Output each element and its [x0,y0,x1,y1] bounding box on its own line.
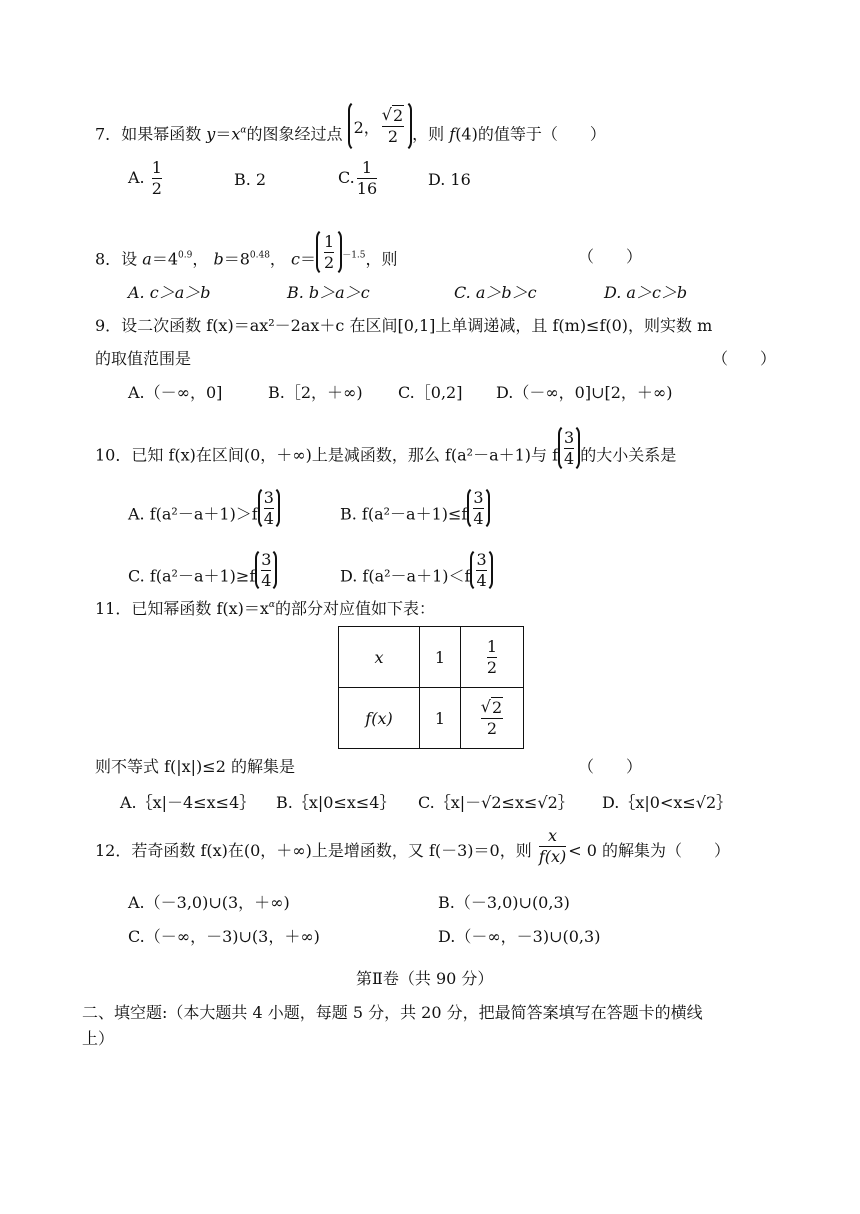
q11-text: 11．已知幂函数 f(x)＝x [95,599,269,618]
q9-option-c[interactable] [398,380,462,403]
q7-text: 如果幂函数 [121,124,202,144]
option-text: B.［2，＋∞) [268,383,363,402]
q10-fraction [558,424,580,472]
q7-text-mid: 的图象经过点 [246,124,343,144]
q7-stem [95,105,606,152]
q8-var-c: c [291,249,300,269]
option-text: C. a＞b＞c [454,283,537,302]
q8-b-base: ＝8 [223,249,250,269]
q8-option-a[interactable] [128,280,210,303]
q10-option-d[interactable] [340,549,493,592]
frac [261,550,271,591]
q7-point-y [382,105,404,147]
option-text: B.｛x|0≤x≤4｝ [276,793,396,812]
q7-point [348,100,413,152]
q8-number: 8．设 [95,249,138,269]
q7-point-x: 2， [353,117,380,137]
q11-inequality [95,754,295,777]
q7-text-post: ，则 [412,124,445,144]
fill-instructions-line2 [82,1026,114,1049]
q11-text: 则不等式 f(|x|)≤2 的解集是 [95,757,295,776]
option-label: C. [338,168,355,187]
option-text: D.（－∞，0]∪[2，＋∞) [496,383,673,402]
frac-den: 4 [261,570,272,590]
frac-den: 4 [473,508,484,528]
q7-point-den: 2 [387,127,399,146]
frac-num: 3 [263,487,274,507]
sqrt-icon: √ 2 [381,105,404,125]
table-cell [461,627,524,688]
frac-num: 3 [473,487,484,507]
instructions-text: 二、填空题:（本大题共 4 小题，每题 5 分，共 20 分，把最简答案填写在答题卡的横线 [82,1003,703,1022]
q12-option-b[interactable] [438,890,570,913]
q7-eq: ＝ [215,124,232,144]
q7-f-arg: (4) [455,124,478,144]
q12-option-a[interactable] [128,890,290,913]
q7-var-y: y [206,124,216,144]
q8-option-c[interactable] [454,280,537,303]
q8-b-exp: 0.48 [249,250,270,261]
q8-stem: 8．设 $a=4^{0.9}$， $b=8^{0.48}$， c＝ $\frac{1}{2}$ $^{-1.5}$，则 [95,244,398,276]
table-cell [461,688,524,749]
q12-fraction [539,826,566,867]
frac [476,550,486,591]
option-fraction [255,548,277,592]
option-text: A.（－3,0)∪(3，＋∞) [128,893,290,912]
q7-var-x: x [231,124,241,144]
q8-answer-paren[interactable] [578,244,642,267]
frac-den: 2 [324,252,335,272]
frac-num: 3 [476,549,487,569]
q7-option-d[interactable] [428,170,471,189]
option-text: C.［0,2] [398,383,463,402]
frac [264,488,274,529]
frac-den: 2 [151,179,162,198]
q11-option-b[interactable] [276,790,395,813]
q12-stem [95,826,731,867]
q7-option-b[interactable] [234,170,266,189]
q12-option-c[interactable] [128,924,320,947]
q12-text: 12．若奇函数 f(x)在(0，＋∞)上是增函数，又 f(－3)＝0，则 [95,841,532,860]
option-text: D.｛x|0<x≤√2｝ [602,793,733,812]
q10-frac [564,428,574,469]
instructions-text: 上） [82,1029,115,1048]
frac-den: 4 [564,448,575,468]
q8-text-tail: ，则 [365,249,398,269]
frac [473,488,483,529]
section-title [356,966,493,989]
fill-instructions-line1 [82,1000,703,1023]
q10-option-a[interactable] [128,487,280,530]
q11-stem [95,596,435,619]
frac-num: 3 [564,427,575,447]
option-label: B. 2 [234,170,267,189]
frac-num: 1 [361,158,373,177]
q9-answer-paren[interactable] [712,346,776,369]
table-cell: 1 [420,627,461,688]
q9-stem-line2 [95,346,191,369]
option-text: C. f(a²－a＋1)≥f [128,566,256,586]
q10-option-c[interactable] [128,549,277,592]
table-row [339,627,524,688]
option-text: D. f(a²－a＋1)＜f [340,566,471,586]
q11-option-c[interactable] [418,790,574,813]
table-row [339,688,524,749]
q11-option-a[interactable] [120,790,255,813]
option-text: A.｛x|－4≤x≤4｝ [120,793,256,812]
option-text: A.（－∞，0] [128,383,223,402]
table-cell: 1 [420,688,461,749]
frac-den: 16 [356,179,378,198]
option-text: C.｛x|－√2≤x≤√2｝ [418,793,574,812]
q9-text: 的取值范围是 [95,349,192,368]
q8-c-frac [324,232,334,273]
q10-text-b: 的大小关系是 [580,445,677,465]
answer-paren: （ ） [578,757,643,776]
q8-var-b: b [213,249,224,269]
frac [487,637,497,678]
option-fraction [470,548,492,592]
q11-value-table [338,626,524,749]
q9-option-b[interactable] [268,380,363,403]
option-text: D.（－∞，－3)∪(0,3) [438,927,601,946]
q9-text: 9．设二次函数 f(x)＝ax²－2ax＋c 在区间[0,1]上单调递减，且 f(m)≤f(0)，则实数 m [95,316,713,335]
frac-den: 2 [486,719,498,738]
q7-exponent: α [240,125,247,136]
frac-num: x [548,826,558,845]
table-header-fx: f(x) [339,688,420,749]
option-fraction [357,158,377,199]
q7-option-a[interactable] [128,158,164,199]
q10-option-b[interactable] [340,487,490,530]
q8-c-eq: ＝ [299,249,316,269]
q10-stem [95,427,677,472]
q8-var-a: a [142,249,152,269]
q8-option-d[interactable] [604,280,687,303]
option-text: B.（－3,0)∪(0,3) [438,893,570,912]
option-text: A. c＞a＞b [128,283,211,302]
q9-stem-line1 [95,313,712,336]
q8-a-exp: 0.9 [178,250,193,261]
table-header-x: x [339,627,420,688]
frac-num: 2 [492,698,503,717]
answer-paren: （ ） [578,247,643,266]
option-text: C.（－∞，－3)∪(3，＋∞) [128,927,320,946]
q7-text-tail: 的值等于（ ） [477,124,606,144]
q11-text-b: 的部分对应值如下表： [274,599,435,618]
q11-option-d[interactable] [602,790,732,813]
frac-den: 4 [263,508,274,528]
sqrt-icon: √ 2 [480,697,503,717]
option-text: D. a＞c＞b [604,283,688,302]
q9-option-a[interactable] [128,380,222,403]
frac-num: 3 [261,549,272,569]
q12-option-d[interactable] [438,924,600,947]
q7-f: f [449,124,456,144]
frac-den: f(x) [538,847,567,866]
q9-option-d[interactable] [496,380,673,403]
frac-num: 1 [486,636,498,656]
answer-paren: （ ） [712,349,777,368]
q8-c-base [316,228,342,276]
frac-den: 2 [486,657,498,677]
q8-option-b[interactable] [287,280,370,303]
q8-c-exp: －1.5 [342,250,366,261]
q11-exponent: α [268,600,275,610]
q7-point-num: 2 [392,106,404,125]
q10-text: 10．已知 f(x)在区间(0，＋∞)上是减函数，那么 f(a²－a＋1)与 f [95,445,559,465]
section-title-text: 第Ⅱ卷（共 90 分） [356,969,494,988]
frac [481,697,503,739]
option-text: A. f(a²－a＋1)＞f [128,504,258,524]
q8-a-base: ＝4 [151,249,179,269]
q7-number: 7． [95,124,122,144]
frac-num: 1 [324,231,335,251]
q12-text-b: < 0 的解集为（ ） [568,841,731,860]
option-label: D. 16 [428,170,471,189]
option-text: B. f(a²－a＋1)≤f [340,504,468,524]
frac-num: 1 [151,158,162,177]
option-text: B. b＞a＞c [287,283,370,302]
q11-answer-paren[interactable] [578,754,642,777]
q7-option-c[interactable] [338,158,379,199]
frac-den: 4 [476,570,487,590]
option-label: A. [128,168,145,187]
option-fraction [152,158,162,199]
option-fraction [258,486,280,530]
option-fraction [467,486,489,530]
